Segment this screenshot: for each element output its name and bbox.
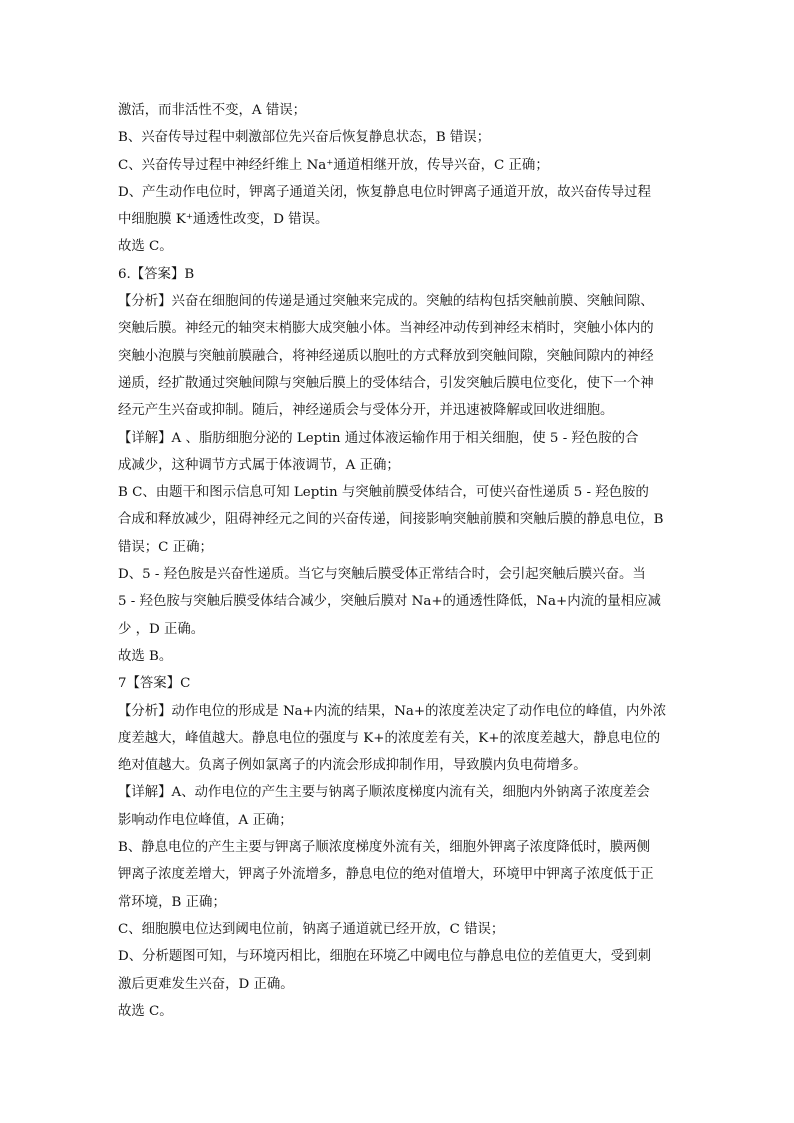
text-line: 【详解】A 、脂肪细胞分泌的 Leptin 通过体液运输作用于相关细胞，使 5 - 羟色胺的合 [118, 430, 639, 446]
text-line: C、细胞膜电位达到阈电位前，钠离子通道就已经开放，C 错误； [118, 921, 505, 937]
text-line: 成减少，这种调节方式属于体液调节，A 正确； [118, 457, 400, 473]
text-line: 递质，经扩散通过突触间隙与突触后膜上的受体结合，引发突触后膜电位变化，使下一个神 [118, 375, 654, 391]
text-line: 常环境，B 正确； [118, 894, 226, 910]
text-line: 度差越大，峰值越大。静息电位的强度与 K+的浓度差有关，K+的浓度差越大，静息电位的 [118, 730, 661, 746]
text-line: 突触小泡膜与突触前膜融合，将神经递质以胞吐的方式释放到突触间隙，突触间隙内的神经 [118, 348, 654, 364]
text-line: 少 ，D 正确。 [118, 621, 205, 637]
text-line: 【分析】动作电位的形成是 Na+内流的结果，Na+的浓度差决定了动作电位的峰值，内外浓 [118, 703, 667, 719]
text-line: 影响动作电位峰值，A 正确； [118, 812, 293, 828]
text-line: 故选 C。 [118, 1003, 173, 1019]
text-line: B C、由题干和图示信息可知 Leptin 与突触前膜受体结合，可使兴奋性递质 5 - 羟色胺的 [118, 485, 649, 501]
text-line: C、兴奋传导过程中神经纤维上 Na⁺通道相继开放，传导兴奋，C 正确； [118, 157, 549, 173]
text-line: D、产生动作电位时，钾离子通道关闭，恢复静息电位时钾离子通道开放，故兴奋传导过程 [118, 184, 651, 200]
text-line: 钾离子浓度差增大，钾离子外流增多，静息电位的绝对值增大，环境甲中钾离子浓度低于正 [118, 867, 654, 883]
text-line: D、分析题图可知，与环境丙相比，细胞在环境乙中阈电位与静息电位的差值更大，受到刺 [118, 949, 651, 965]
text-line: D、5 - 羟色胺是兴奋性递质。当它与突触后膜受体正常结合时，会引起突触后膜兴奋。当 [118, 567, 646, 583]
text-line: 突触后膜。神经元的轴突末梢膨大成突触小体。当神经冲动传到神经末梢时，突触小体内的 [118, 321, 654, 337]
text-line: 【分析】兴奋在细胞间的传递是通过突触来完成的。突触的结构包括突触前膜、突触间隙、 [118, 294, 654, 310]
text-line: 【详解】A、动作电位的产生主要与钠离子顺浓度梯度内流有关，细胞内外钠离子浓度差会 [118, 785, 650, 801]
text-line: 激活，而非活性不变，A 错误； [118, 103, 307, 118]
question-6-answer: 6.【答案】B [118, 266, 195, 282]
text-line: B、兴奋传导过程中刺激部位先兴奋后恢复静息状态，B 错误； [118, 130, 491, 146]
text-line: 5 - 羟色胺与突触后膜受体结合减少，突触后膜对 Na+的通透性降低，Na+内流的量相应减 [118, 594, 661, 610]
text-line: 故选 C。 [118, 239, 173, 255]
document-body [118, 97, 698, 1025]
text-line: 经元产生兴奋或抑制。随后，神经递质会与受体分开，并迅速被降解或回收进细胞。 [118, 403, 614, 419]
text-line: 错误；C 正确； [118, 539, 213, 555]
text-line: 中细胞膜 K⁺通透性改变，D 错误。 [118, 212, 329, 228]
text-line: B、静息电位的产生主要与钾离子顺浓度梯度外流有关，细胞外钾离子浓度降低时，膜两侧 [118, 840, 651, 856]
text-line: 绝对值越大。负离子例如氯离子的内流会形成抑制作用，导致膜内负电荷增多。 [118, 758, 587, 774]
question-7-answer: 7【答案】C [118, 676, 191, 692]
text-line: 激后更难发生兴奋，D 正确。 [118, 976, 294, 992]
text-line: 合成和释放减少，阻碍神经元之间的兴奋传递，间接影响突触前膜和突触后膜的静息电位，B [118, 512, 664, 528]
text-line: 故选 B。 [118, 648, 173, 664]
